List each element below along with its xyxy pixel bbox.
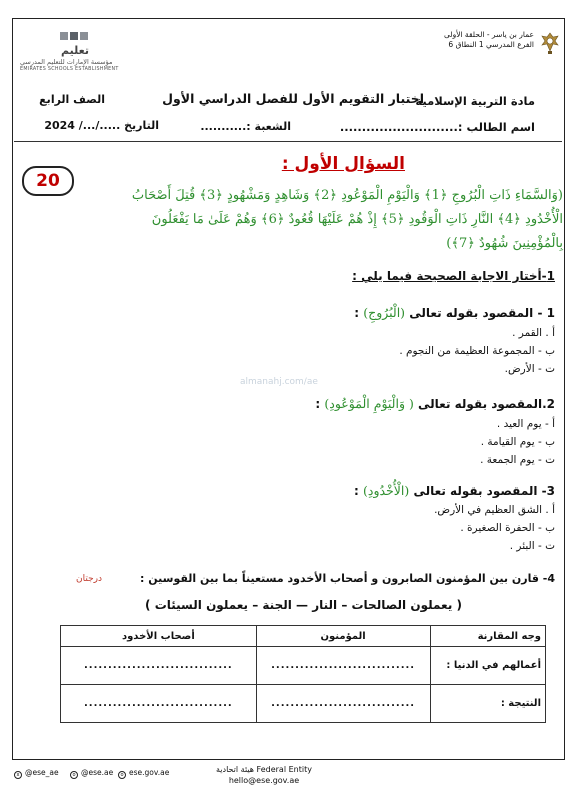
- footer-entity: [216, 764, 312, 786]
- item-3-suffix: :: [354, 484, 359, 498]
- item-1-option-c: ت - الأرض.: [504, 363, 555, 375]
- question-1-title: السؤال الأول :: [281, 154, 405, 174]
- item-1-option-b: ب - المجموعة العظيمة من النجوم .: [399, 345, 555, 357]
- globe-icon: o: [118, 771, 126, 779]
- section-field: الشعبة :...........: [200, 120, 291, 133]
- item-2-option-b: ب - يوم القيامة .: [480, 436, 555, 448]
- item-1-heading: [354, 305, 555, 320]
- table-row: [61, 685, 546, 723]
- item-2-suffix: :: [315, 397, 321, 411]
- answer-blank-deeds-ukhdud[interactable]: ...............................: [61, 647, 257, 685]
- table-row: [61, 647, 546, 685]
- footer-entity-label: هيئة اتحادية Federal Entity: [216, 765, 312, 774]
- score-box: 20: [22, 166, 74, 196]
- instagram-icon: o: [70, 771, 78, 779]
- item-1-option-a: أ . القمر .: [512, 327, 555, 339]
- school-line-1: عمار بن ياسر - الحلقة الأولى: [444, 30, 534, 39]
- logo-wordmark: تعليم: [61, 44, 89, 57]
- social-handle-x: [14, 768, 59, 779]
- authority-name-en: EMIRATES SCHOOLS ESTABLISHMENT: [20, 67, 119, 72]
- word-bank: ( يعملون الصالحات – النار — الجنة – يعملون السيئات ): [145, 598, 462, 612]
- social-instagram-text: @ese.ae: [81, 768, 114, 777]
- item-3-option-a: أ . الشق العظيم في الأرض.: [434, 504, 555, 516]
- item-4-prompt: 4- قارن بين المؤمنون الصابرون و أصحاب الأخدود مستعيناً بما بين القوسين :: [140, 572, 555, 585]
- student-name-field: اسم الطالب :...........................: [339, 120, 535, 134]
- footer-email: hello@ese.gov.ae: [228, 776, 300, 786]
- instruction: 1-أختار الاجابة الصحيحة فيما يلي :: [352, 269, 555, 283]
- item-2-term: ( وَالْيَوْمِ الْمَوْعُودِ): [324, 396, 414, 411]
- social-web-text: ese.gov.ae: [129, 768, 170, 777]
- row-label-deeds: أعمالهم في الدنيا :: [430, 647, 545, 685]
- authority-name-ar: مؤسسة الإمارات للتعليم المدرسي: [20, 58, 113, 66]
- header-aspect: وجه المقارنة: [430, 626, 545, 647]
- item-2-option-c: ت - يوم الجمعة .: [480, 454, 555, 466]
- school-name: [444, 30, 534, 50]
- x-icon: x: [14, 771, 22, 779]
- item-2-prefix: 2.المقصود بقوله تعالى: [418, 397, 555, 411]
- item-2-heading: [315, 396, 555, 411]
- header-ukhdud: أصحاب الأخدود: [61, 626, 257, 647]
- answer-blank-deeds-believers[interactable]: ..............................: [256, 647, 430, 685]
- item-3-prefix: 3- المقصود بقوله تعالى: [413, 484, 555, 498]
- watermark: almanahj.com/ae: [240, 377, 318, 387]
- school-line-2: الفرع المدرسي 1 النطاق 6: [448, 40, 534, 50]
- row-label-result: النتيجة :: [430, 685, 545, 723]
- verse-line-3: بِالْمُؤْمِنِينَ شُهُودٌ ﴿7﴾): [446, 236, 563, 251]
- social-x-text: @ese_ae: [25, 768, 59, 777]
- item-3-heading: [354, 483, 555, 498]
- grade-label: الصف الرابع: [39, 93, 105, 106]
- answer-blank-result-ukhdud[interactable]: ...............................: [61, 685, 257, 723]
- item-1-suffix: :: [354, 306, 360, 320]
- item-3-option-b: ب - الحفرة الصغيرة .: [460, 522, 555, 534]
- answer-blank-result-believers[interactable]: ..............................: [256, 685, 430, 723]
- item-2-option-a: أ - يوم العيد .: [496, 418, 555, 430]
- item-3-term: (الْأُخْدُودِ): [363, 483, 410, 498]
- subject-label: مادة التربية الإسلامية: [415, 94, 535, 108]
- header-believers: المؤمنون: [256, 626, 430, 647]
- header-divider: [14, 141, 562, 142]
- social-handle-instagram: [70, 768, 113, 779]
- ese-logo-icon: [58, 28, 92, 58]
- uae-emblem-icon: [539, 31, 561, 55]
- verse-line-1: (وَالسَّمَاءِ ذَاتِ الْبُرُوجِ ﴿1﴾ وَالْيَوْمِ الْمَوْعُودِ ﴿2﴾ وَشَاهِدٍ وَمَشْهُودٍ ﴿3﴾ قُتِلَ أَصْحَابُ: [131, 188, 563, 203]
- social-handle-web: [118, 768, 169, 779]
- exam-title: اختبار التقويم الأول للفصل الدراسي الأول: [162, 91, 424, 106]
- date-field: التاريخ ...../.../ 2024: [44, 119, 159, 132]
- item-4-marks: درجتان: [76, 574, 102, 584]
- comparison-table: [60, 625, 546, 723]
- item-3-option-c: ت - البئر .: [509, 540, 555, 552]
- item-1-prefix: 1 - المقصود بقوله تعالى: [409, 306, 555, 320]
- table-header-row: [61, 626, 546, 647]
- verse-line-2: الْأُخْدُودِ ﴿4﴾ النَّارِ ذَاتِ الْوَقُودِ ﴿5﴾ إِذْ هُمْ عَلَيْهَا قُعُودٌ ﴿6﴾ وَهُمْ عَلَىٰ مَا يَفْعَلُونَ: [151, 212, 563, 227]
- item-1-term: (الْبُرُوجِ): [363, 305, 406, 320]
